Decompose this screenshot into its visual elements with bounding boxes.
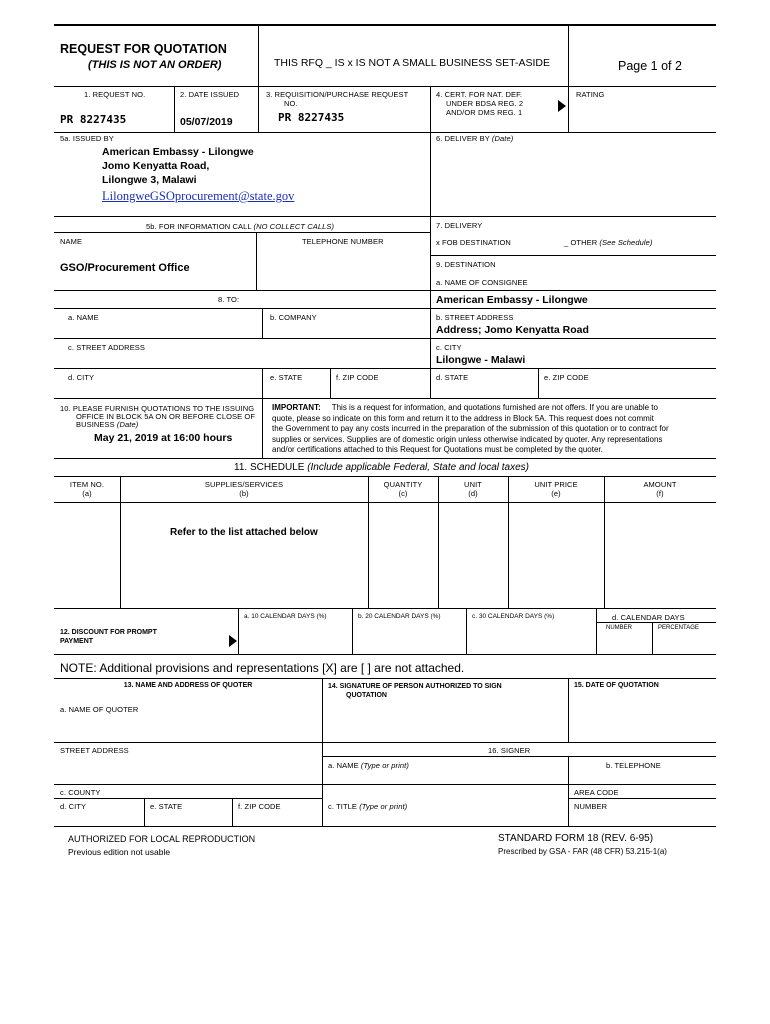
schedule-note: Refer to the list attached below bbox=[170, 527, 318, 538]
date-issued-label: 2. DATE ISSUED bbox=[180, 90, 240, 99]
footer-form-number: STANDARD FORM 18 (REV. 6-95) bbox=[498, 833, 654, 844]
col-amount: AMOUNT (f) bbox=[643, 480, 677, 498]
area-code-label: AREA CODE bbox=[574, 788, 619, 797]
quoter-city-label: d. CITY bbox=[60, 802, 87, 811]
info-phone-label: TELEPHONE NUMBER bbox=[302, 237, 384, 246]
issued-by-label: 5a. ISSUED BY bbox=[60, 134, 114, 143]
to-state-label: e. STATE bbox=[270, 373, 303, 382]
quotation-deadline-field[interactable]: May 21, 2019 at 16:00 hours bbox=[94, 432, 233, 444]
quote-date-label: 15. DATE OF QUOTATION bbox=[574, 682, 659, 689]
delivery-label: 7. DELIVERY bbox=[436, 221, 483, 230]
schedule-title: 11. SCHEDULE (Include applicable Federal, State and local taxes) bbox=[234, 462, 529, 473]
quoter-header: 13. NAME AND ADDRESS OF QUOTER bbox=[123, 682, 253, 689]
info-name-label: NAME bbox=[60, 237, 83, 246]
discount-30-label: c. 30 CALENDAR DAYS (%) bbox=[472, 613, 555, 620]
rating-label: RATING bbox=[576, 90, 605, 99]
quoter-county-label: c. COUNTY bbox=[60, 788, 101, 797]
info-call-label: 5b. FOR INFORMATION CALL (NO COLLECT CALLS) bbox=[146, 222, 335, 231]
quoter-street-label: STREET ADDRESS bbox=[60, 746, 129, 755]
signer-label: 16. SIGNER bbox=[488, 746, 531, 755]
info-name-field[interactable]: GSO/Procurement Office bbox=[60, 262, 190, 274]
signer-name-label: a. NAME (Type or print) bbox=[328, 761, 409, 770]
to-city-label: d. CITY bbox=[68, 373, 95, 382]
consignee-label: a. NAME OF CONSIGNEE bbox=[436, 278, 528, 287]
quoter-name-label: a. NAME OF QUOTER bbox=[60, 705, 139, 714]
dest-state-label: d. STATE bbox=[436, 373, 469, 382]
arrow-right-icon bbox=[229, 635, 237, 647]
discount-percentage-label: PERCENTAGE bbox=[658, 625, 699, 631]
page-indicator: Page 1 of 2 bbox=[618, 59, 682, 73]
dest-street-label: b. STREET ADDRESS bbox=[436, 313, 514, 322]
quoter-zip-label: f. ZIP CODE bbox=[238, 802, 281, 811]
requisition-label: 3. REQUISITION/PURCHASE REQUEST bbox=[266, 90, 409, 99]
signer-title-label: c. TITLE (Type or print) bbox=[328, 802, 408, 811]
info-phone-field[interactable] bbox=[258, 256, 428, 288]
to-street-label: c. STREET ADDRESS bbox=[68, 343, 145, 352]
discount-number-label: NUMBER bbox=[606, 625, 633, 631]
requisition-label-no: NO. bbox=[284, 99, 298, 108]
request-no-label: 1. REQUEST NO. bbox=[84, 90, 146, 99]
discount-10-label: a. 10 CALENDAR DAYS (%) bbox=[244, 613, 327, 620]
discount-label: 12. DISCOUNT FOR PROMPT PAYMENT bbox=[60, 629, 157, 645]
attachments-note: NOTE: Additional provisions and representations [X] are [ ] are not attached. bbox=[60, 661, 465, 675]
cert-label-3: AND/OR DMS REG. 1 bbox=[446, 108, 523, 117]
furnish-line3: BUSINESS (Date) bbox=[76, 420, 139, 429]
to-name-label: a. NAME bbox=[68, 313, 99, 322]
col-item-no: ITEM NO. (a) bbox=[69, 480, 105, 498]
cert-label-1: 4. CERT. FOR NAT. DEF. bbox=[436, 90, 523, 99]
discount-20-label: b. 20 CALENDAR DAYS (%) bbox=[358, 613, 441, 620]
furnish-line1: 10. PLEASE FURNISH QUOTATIONS TO THE ISSUING bbox=[60, 404, 255, 413]
to-label: 8. TO: bbox=[218, 295, 240, 304]
phone-number-label: NUMBER bbox=[574, 802, 608, 811]
issued-by-line3[interactable]: Lilongwe 3, Malawi bbox=[102, 174, 197, 186]
to-zip-label: f. ZIP CODE bbox=[336, 373, 379, 382]
col-unit-price: UNIT PRICE (e) bbox=[534, 480, 578, 498]
form-title: REQUEST FOR QUOTATION bbox=[60, 42, 227, 56]
footer-previous-edition: Previous edition not usable bbox=[68, 847, 171, 857]
consignee-field[interactable]: American Embassy - Lilongwe bbox=[436, 294, 588, 306]
dest-city-field[interactable]: Lilongwe - Malawi bbox=[436, 354, 526, 366]
arrow-right-icon bbox=[558, 100, 566, 112]
other-delivery-option[interactable]: _ OTHER (See Schedule) bbox=[564, 238, 653, 247]
issued-by-line1[interactable]: American Embassy - Lilongwe bbox=[102, 146, 254, 158]
fob-destination-option[interactable]: x FOB DESTINATION bbox=[436, 238, 511, 247]
col-supplies: SUPPLIES/SERVICES (b) bbox=[204, 480, 284, 498]
dest-city-label: c. CITY bbox=[436, 343, 462, 352]
destination-label: 9. DESTINATION bbox=[436, 260, 496, 269]
col-unit: UNIT (d) bbox=[464, 480, 482, 498]
issued-by-line2[interactable]: Jomo Kenyatta Road, bbox=[102, 160, 210, 172]
footer-authorized: AUTHORIZED FOR LOCAL REPRODUCTION bbox=[68, 834, 256, 844]
to-company-label: b. COMPANY bbox=[270, 313, 317, 322]
dest-street-field[interactable]: Address; Jomo Kenyatta Road bbox=[436, 324, 589, 336]
signature-label: 14. SIGNATURE OF PERSON AUTHORIZED TO SIGN QUOTATION bbox=[328, 683, 502, 699]
important-notice: IMPORTANT: This is a request for information, and quotations furnished are not offers. If you are unable to quote, please so indicate on this form and return it to the address in Block 5A. This request does not commit the Government to pay any costs incurred in the preparation of the submission of this quotation or to contract for supplies or services. Supplies are of domestic origin unless otherwise indicated by quoter. Any representations and/or certifications attached to this Request for Quotations must be completed by the quoter. bbox=[272, 403, 669, 455]
discount-calendar-label: d. CALENDAR DAYS bbox=[612, 613, 685, 622]
deliver-by-label: 6. DELIVER BY (Date) bbox=[436, 134, 514, 143]
dest-zip-label: e. ZIP CODE bbox=[544, 373, 589, 382]
quoter-state-label: e. STATE bbox=[150, 802, 183, 811]
form-subtitle: (THIS IS NOT AN ORDER) bbox=[88, 59, 222, 71]
setaside-statement: THIS RFQ _ IS x IS NOT A SMALL BUSINESS SET-ASIDE bbox=[274, 57, 550, 69]
signer-phone-label: b. TELEPHONE bbox=[606, 761, 661, 770]
furnish-line2: OFFICE IN BLOCK 5A ON OR BEFORE CLOSE OF bbox=[76, 412, 256, 421]
issued-by-email-link[interactable]: LilongweGSOprocurement@state.gov bbox=[102, 189, 295, 203]
cert-label-2: UNDER BDSA REG. 2 bbox=[446, 99, 524, 108]
requisition-no-field[interactable]: PR 8227435 bbox=[278, 111, 345, 124]
footer-prescribed-by: Prescribed by GSA - FAR (48 CFR) 53.215-1(a) bbox=[498, 847, 667, 856]
request-no-field[interactable]: PR 8227435 bbox=[60, 113, 127, 126]
date-issued-field[interactable]: 05/07/2019 bbox=[180, 116, 233, 128]
col-quantity: QUANTITY (c) bbox=[383, 480, 423, 498]
